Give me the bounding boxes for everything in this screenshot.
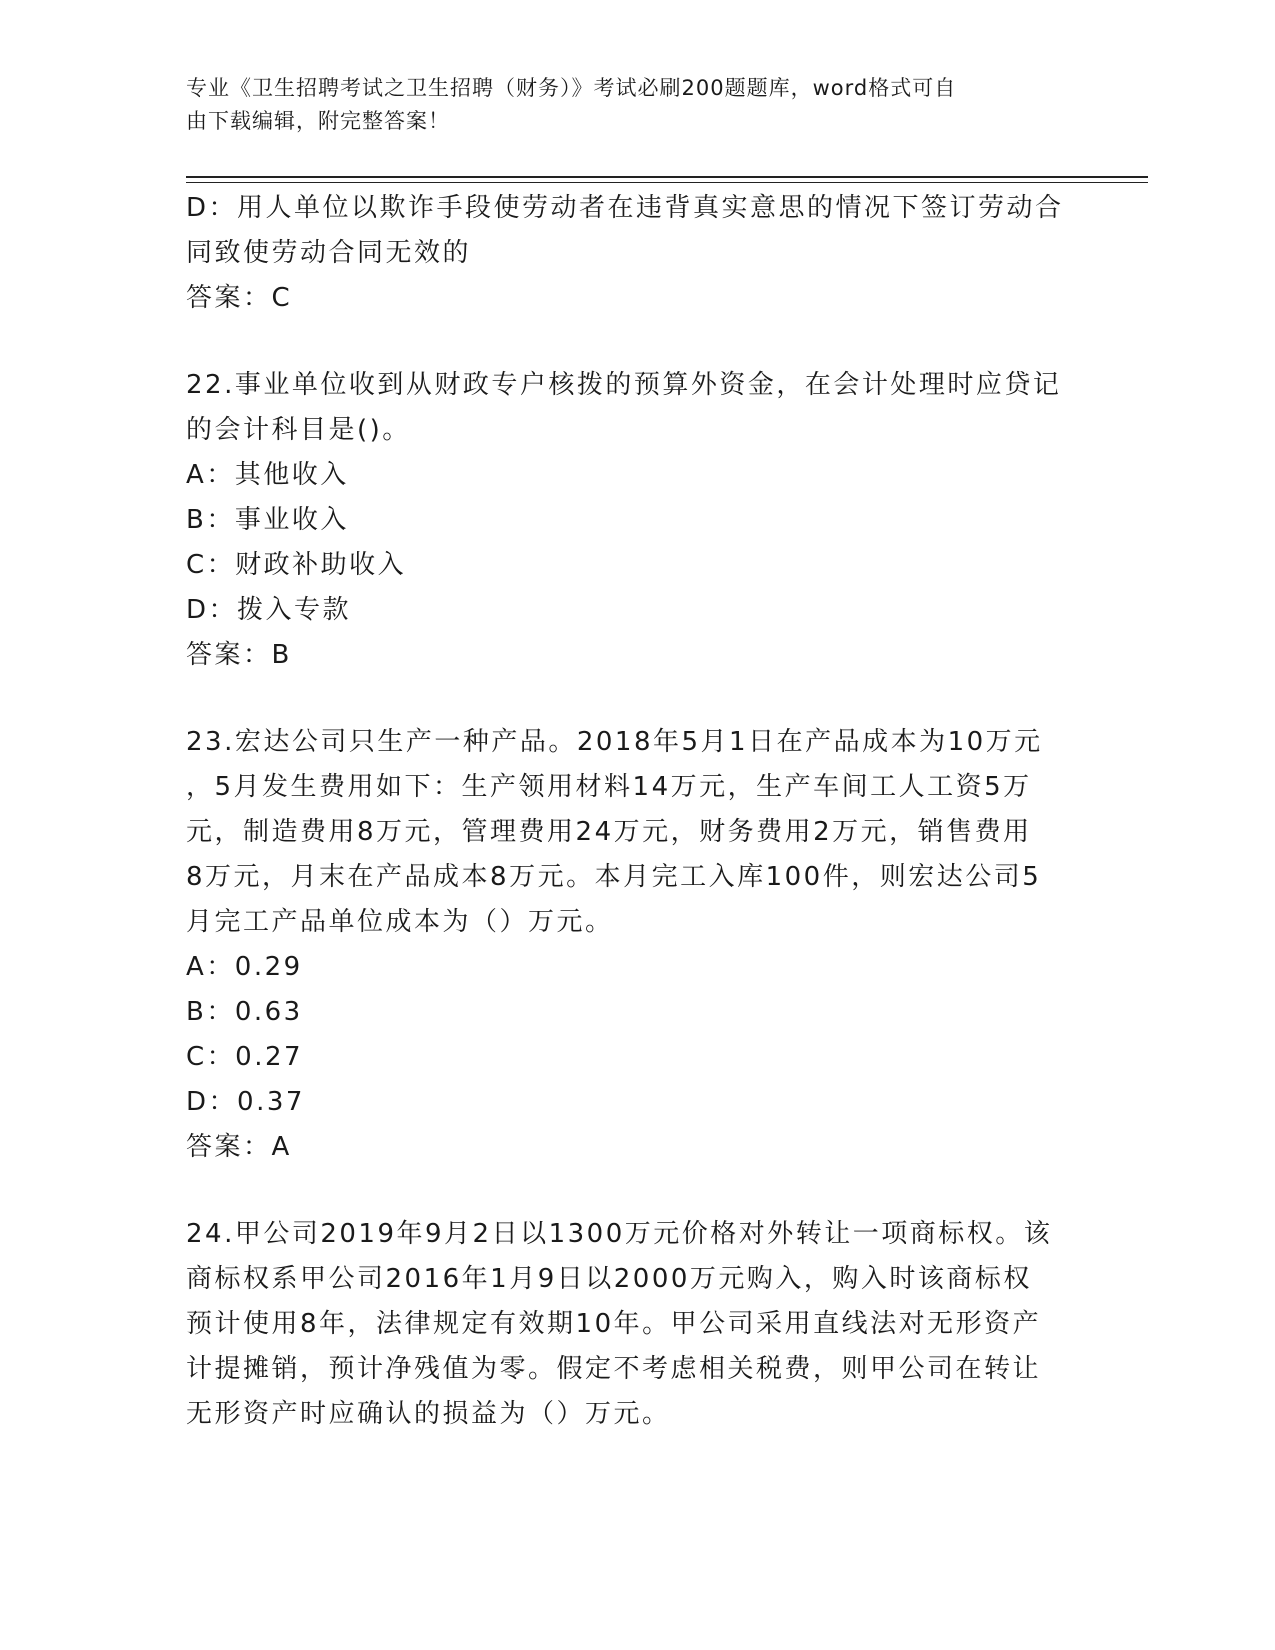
question-text: 月完工产品单位成本为（）万元。 xyxy=(186,907,614,937)
option-b: B：事业收入 xyxy=(186,505,349,535)
option-b: B：0.63 xyxy=(186,997,303,1027)
header-divider xyxy=(186,176,1148,178)
question-text: 计提摊销，预计净残值为零。假定不考虑相关税费，则甲公司在转让 xyxy=(186,1354,1042,1384)
option-d-cont: 同致使劳动合同无效的 xyxy=(186,238,472,268)
option-c: C：财政补助收入 xyxy=(186,550,407,580)
answer-line: 答案：B xyxy=(186,640,292,670)
header-line: 由下载编辑，附完整答案！ xyxy=(186,109,450,133)
document-body xyxy=(186,186,1076,1437)
spacer xyxy=(186,321,1076,363)
question-block-prev xyxy=(186,186,1076,321)
question-text: 无形资产时应确认的损益为（）万元。 xyxy=(186,1399,671,1429)
option-d: D：0.37 xyxy=(186,1087,305,1117)
spacer xyxy=(186,1170,1076,1212)
question-text: 8万元，月末在产品成本8万元。本月完工入库100件，则宏达公司5 xyxy=(186,862,1042,892)
question-text: 22.事业单位收到从财政专户核拨的预算外资金，在会计处理时应贷记 xyxy=(186,370,1062,400)
option-a: A：其他收入 xyxy=(186,460,349,490)
spacer xyxy=(186,678,1076,720)
option-d: D：拨入专款 xyxy=(186,595,352,625)
option-d: D：用人单位以欺诈手段使劳动者在违背真实意思的情况下签订劳动合 xyxy=(186,193,1064,223)
question-block-22 xyxy=(186,363,1076,678)
answer-line: 答案：C xyxy=(186,283,293,313)
question-text: 商标权系甲公司2016年1月9日以2000万元购入，购入时该商标权 xyxy=(186,1264,1032,1294)
header-divider-thin xyxy=(186,182,1148,183)
question-text: 23.宏达公司只生产一种产品。2018年5月1日在产品成本为10万元 xyxy=(186,727,1043,757)
answer-line: 答案：A xyxy=(186,1132,292,1162)
question-block-23 xyxy=(186,720,1076,1170)
option-c: C：0.27 xyxy=(186,1042,304,1072)
document-header xyxy=(186,72,1066,138)
question-text: ，5月发生费用如下：生产领用材料14万元，生产车间工人工资5万 xyxy=(186,772,1032,802)
question-text: 预计使用8年，法律规定有效期10年。甲公司采用直线法对无形资产 xyxy=(186,1309,1042,1339)
question-text: 元，制造费用8万元，管理费用24万元，财务费用2万元，销售费用 xyxy=(186,817,1032,847)
question-text: 24.甲公司2019年9月2日以1300万元价格对外转让一项商标权。该 xyxy=(186,1219,1053,1249)
question-block-24 xyxy=(186,1212,1076,1437)
option-a: A：0.29 xyxy=(186,952,303,982)
header-line: 专业《卫生招聘考试之卫生招聘（财务）》考试必刷200题题库，word格式可自 xyxy=(186,76,957,100)
question-text: 的会计科目是()。 xyxy=(186,415,411,445)
